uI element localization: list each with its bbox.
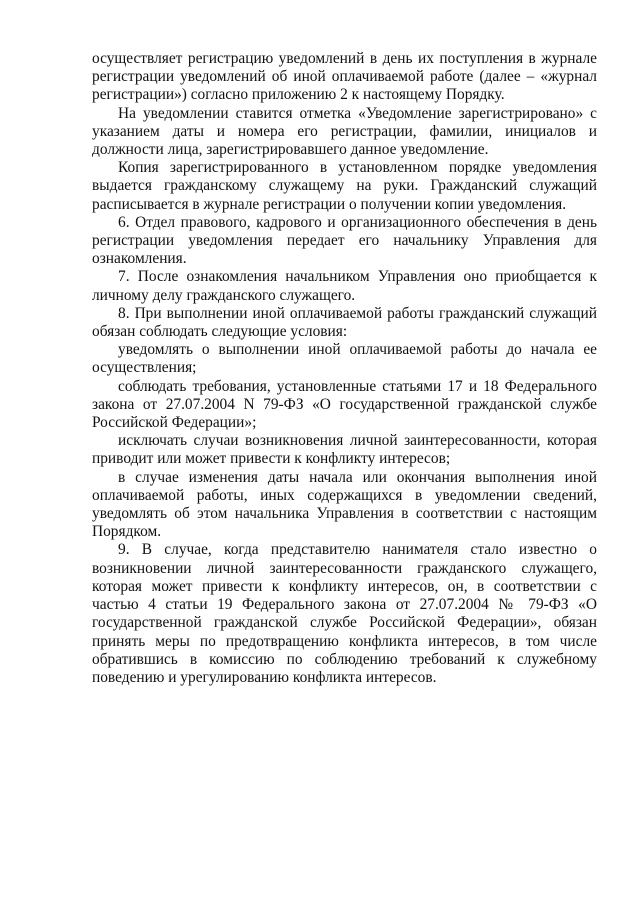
paragraph-registration: осуществляет регистрацию уведомлений в день их поступления в журнале регистрации уведомлений об иной оплачиваемой работе (далее – «журнал регистрации») согласно приложению 2 к настоящему Порядку. bbox=[92, 50, 597, 104]
paragraph-condition-change: в случае изменения даты начала или окончания выполнения иной оплачиваемой работы, иных содержащихся в уведомлении сведений, уведомлять об этом начальника Управления в соответствии с настоящим Порядком. bbox=[92, 468, 597, 541]
paragraph-item-9: 9. В случае, когда представителю нанимателя стало известно о возникновении личной заинтересованности гражданского служащего, которая может привести к конфликту интересов, он, в соответствии с частью 4 статьи 19 Федерального закона от 27.07.2004 № 79-ФЗ «О государственной гражданской службе Российской Федерации», обязан принять меры по предотвращению конфликта интересов, в том числе обратившись в комиссию по соблюдению требований к служебному поведению и урегулированию конфликта интересов. bbox=[92, 541, 597, 686]
paragraph-item-7: 7. После ознакомления начальником Управления оно приобщается к личному делу гражданского служащего. bbox=[92, 268, 597, 304]
document-page bbox=[92, 50, 597, 687]
paragraph-condition-exclude: исключать случаи возникновения личной заинтересованности, которая приводит или может привести к конфликту интересов; bbox=[92, 432, 597, 468]
paragraph-condition-comply: соблюдать требования, установленные статьями 17 и 18 Федерального закона от 27.07.2004 N 79-ФЗ «О государственной гражданской службе Российской Федерации»; bbox=[92, 377, 597, 432]
paragraph-copy: Копия зарегистрированного в установленном порядке уведомления выдается гражданскому служащему на руки. Гражданский служащий расписывается в журнале регистрации о получении копии уведомления. bbox=[92, 159, 597, 213]
paragraph-item-6: 6. Отдел правового, кадрового и организационного обеспечения в день регистрации уведомления передает его начальнику Управления для ознакомления. bbox=[92, 213, 597, 268]
paragraph-condition-notify: уведомлять о выполнении иной оплачиваемой работы до начала ее осуществления; bbox=[92, 341, 597, 377]
paragraph-item-8: 8. При выполнении иной оплачиваемой работы гражданский служащий обязан соблюдать следующие условия: bbox=[92, 304, 597, 341]
paragraph-mark: На уведомлении ставится отметка «Уведомление зарегистрировано» с указанием даты и номера его регистрации, фамилии, инициалов и должности лица, зарегистрировавшего данное уведомление. bbox=[92, 104, 597, 159]
